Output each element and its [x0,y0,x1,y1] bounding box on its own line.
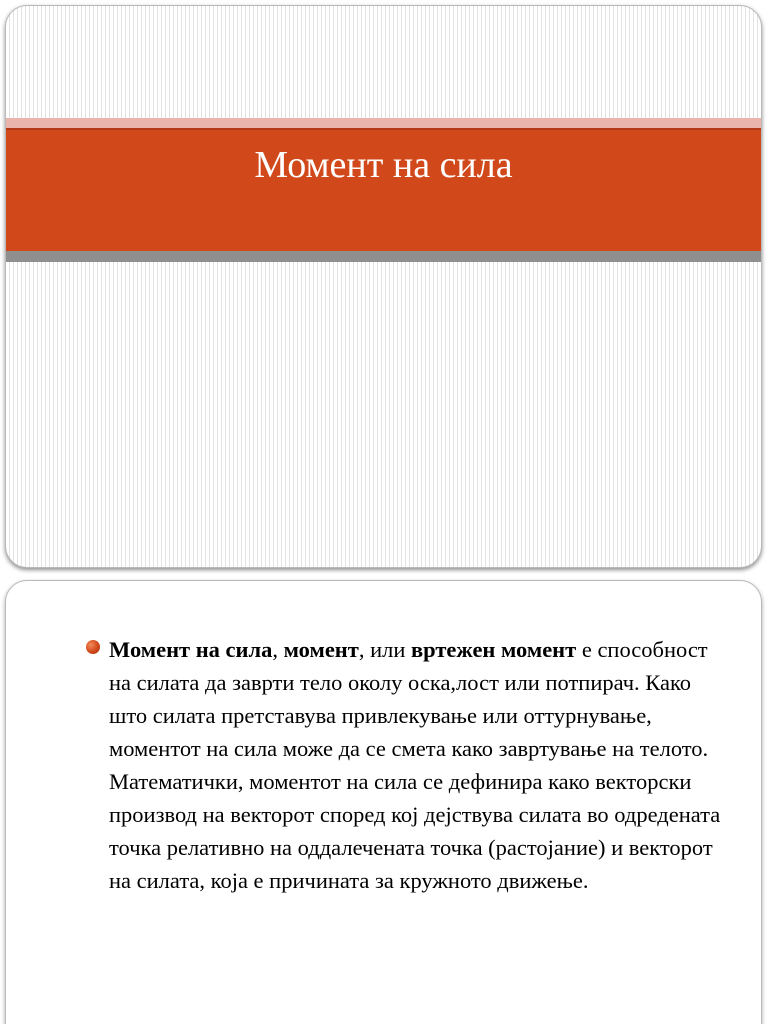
orange-dot-bullet-icon [86,640,100,654]
content-slide [5,580,762,1024]
term-moment-na-sila: Момент на сила [109,637,273,662]
gray-accent-stripe [6,251,761,262]
separator-2: , или [358,637,412,662]
definition-text: е способност на силата да заврти тело околу оска,лост или потпирач. Како што силата претставува привлекување или оттурнување, моментот на сила може да се смета како завртување на телото. Математички, моментот на сила се дефинира како векторски производ на векторот според кој дејствува силата во одредената точка релативно на оддалечената точка (растојание) и векторот на силата, која е причината за кружното движење. [109,637,721,893]
slide-title: Момент на сила [254,144,513,186]
title-slide [5,5,762,568]
bullet-paragraph [109,633,729,897]
term-moment: момент [283,637,359,662]
term-vrtezhen-moment: вртежен момент [411,637,577,662]
separator-1: , [272,637,284,662]
pink-accent-stripe [6,118,761,128]
